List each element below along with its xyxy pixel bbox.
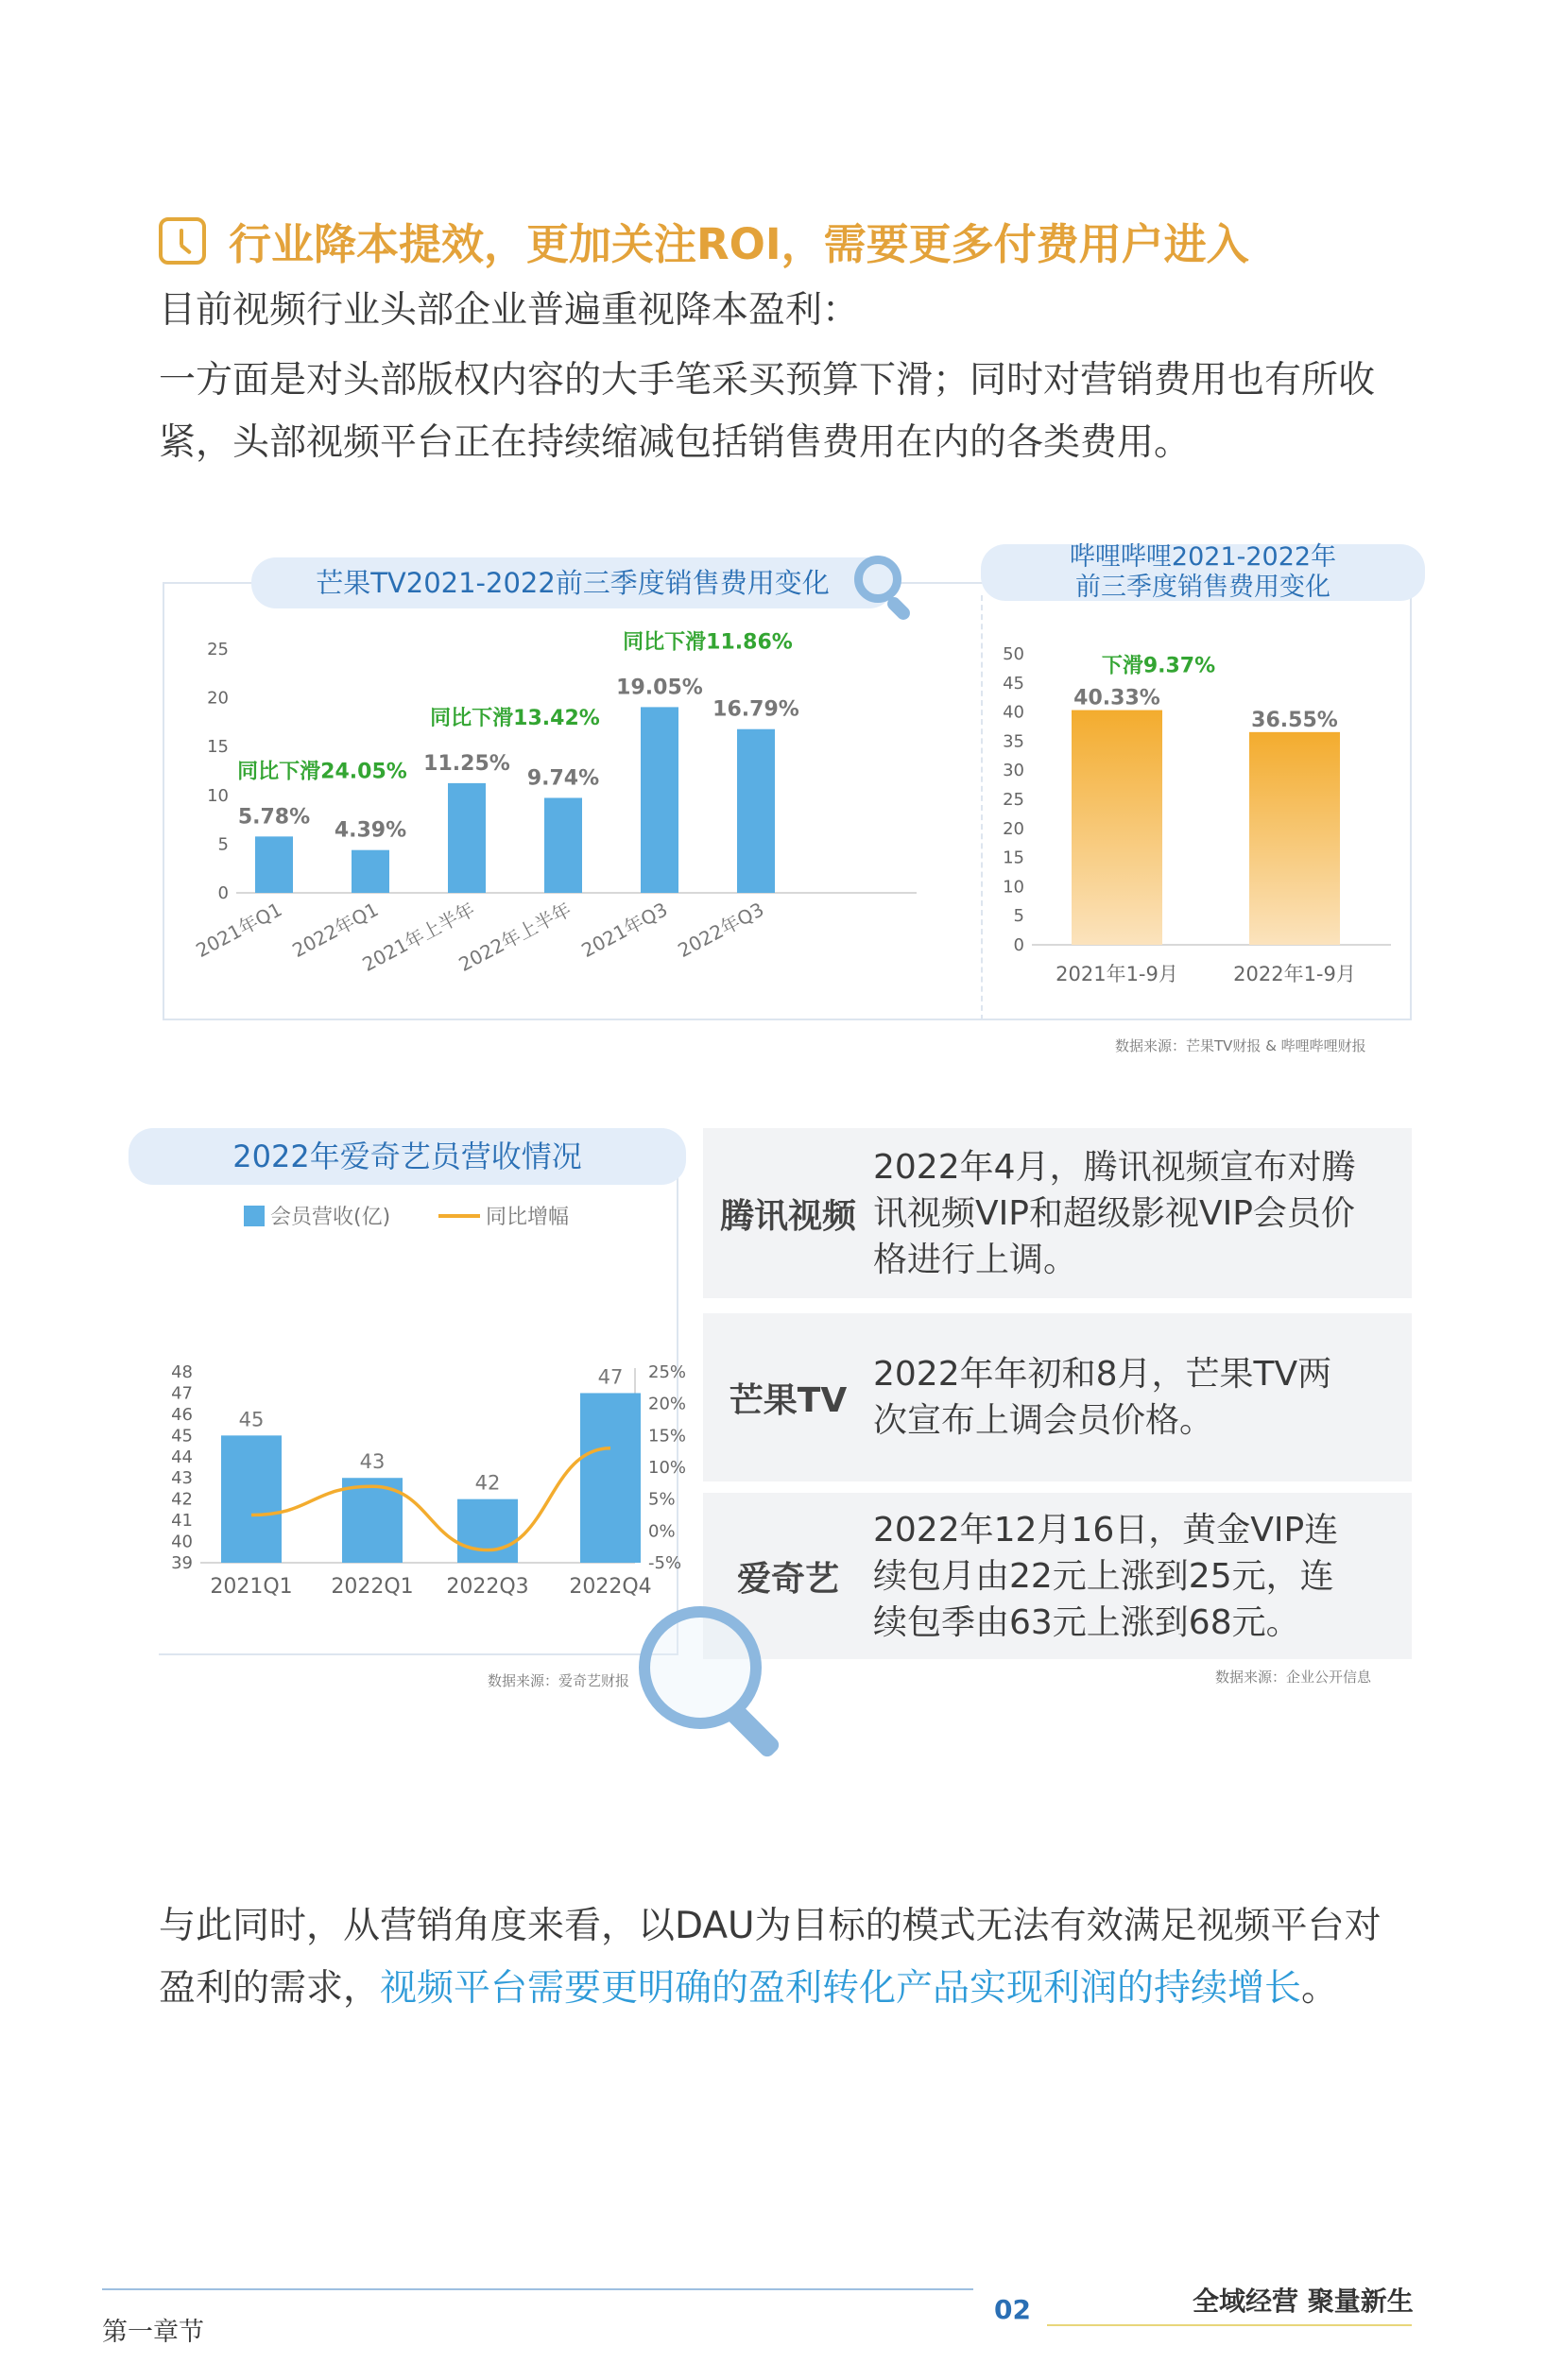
y-tick-label-right: 5%	[648, 1489, 676, 1510]
heading-text: 行业降本提效，更加关注ROI，需要更多付费用户进入	[229, 219, 1249, 269]
card-brand: 腾讯视频	[719, 1196, 856, 1236]
y-tick-label: 45	[1003, 673, 1024, 693]
y-tick-label: 30	[1003, 761, 1024, 781]
footer-slogan: 全域经营 聚量新生	[1193, 2286, 1414, 2317]
x-tick-label: 2021年Q1	[192, 898, 286, 963]
x-tick-label: 2021年1-9月	[1056, 963, 1178, 985]
conclusion-plain: 与此同时，从营销角度来看，以DAU为目标的模式无法有效满足视频平台对盈利的需求，	[159, 1905, 1382, 2010]
y-tick-label: 15	[1003, 848, 1024, 868]
card-mango	[703, 1313, 1412, 1481]
x-tick-label: 2021年上半年	[358, 898, 479, 976]
intro-line: 目前视频行业头部企业普遍重视降本盈利：	[159, 289, 860, 332]
data-label: 42	[474, 1471, 501, 1495]
bar	[457, 1499, 518, 1563]
footer-rule-left	[102, 2288, 973, 2290]
data-label: 9.74%	[526, 766, 600, 791]
annotation-label: 同比下滑11.86%	[623, 630, 793, 655]
data-label: 40.33%	[1073, 686, 1160, 711]
y-tick-label: 25	[207, 640, 229, 659]
y-tick-label-right: 10%	[648, 1458, 687, 1478]
legend-swatch-bar	[244, 1206, 265, 1226]
card-iqiyi	[703, 1493, 1412, 1659]
source-top: 数据来源：芒果TV财报 & 哔哩哔哩财报	[1115, 1037, 1366, 1054]
data-label: 16.79%	[712, 697, 799, 722]
footer-rule-right	[1047, 2324, 1412, 2326]
y-tick-label-left: 41	[171, 1511, 193, 1532]
x-tick-label: 2022年上半年	[455, 898, 575, 976]
source-cards: 数据来源：企业公开信息	[1215, 1669, 1372, 1686]
legend-label: 同比增幅	[486, 1206, 570, 1229]
y-tick-label-right: 25%	[648, 1362, 687, 1382]
annotation-label: 下滑9.37%	[1101, 654, 1216, 678]
data-label: 4.39%	[334, 818, 407, 843]
y-tick-label: 0	[1013, 935, 1024, 955]
data-label: 43	[359, 1450, 386, 1474]
y-tick-label: 10	[1003, 877, 1024, 898]
bili-chart-title-text: 哔哩哔哩2021-2022年前三季度销售费用变化	[1069, 542, 1337, 602]
card-brand: 爱奇艺	[736, 1559, 839, 1599]
y-tick-label-left: 40	[171, 1532, 193, 1552]
section-heading	[159, 210, 1249, 271]
bar	[580, 1393, 641, 1563]
legend-label: 会员营收(亿)	[270, 1206, 391, 1229]
iqiyi-chart	[159, 1192, 697, 1627]
bar	[255, 836, 293, 893]
y-tick-label: 40	[1003, 702, 1024, 723]
card-desc: 2022年12月16日，黄金VIP连续包月由22元上涨到25元，连续包季由63元上涨到68元。	[873, 1510, 1339, 1642]
x-tick-label: 2022年1-9月	[1233, 963, 1356, 985]
bar	[448, 783, 486, 893]
x-tick-label: 2021Q1	[210, 1575, 293, 1599]
card-desc: 2022年年初和8月，芒果TV两次宣布上调会员价格。	[873, 1355, 1332, 1440]
card-tencent	[703, 1128, 1412, 1298]
x-tick-label: 2022Q3	[446, 1575, 529, 1599]
y-tick-label-left: 39	[171, 1553, 193, 1573]
x-tick-label: 2022年Q1	[288, 898, 383, 963]
bar	[544, 797, 582, 893]
bar	[352, 850, 389, 893]
annotation-label: 同比下滑13.42%	[430, 706, 600, 730]
y-tick-label: 25	[1003, 790, 1024, 810]
bar	[737, 729, 775, 893]
mango-chart	[170, 614, 954, 1011]
y-tick-label-left: 43	[171, 1468, 193, 1489]
footer-page-number: 02	[994, 2294, 1031, 2325]
y-tick-label-right: -5%	[648, 1553, 682, 1573]
y-tick-label-left: 45	[171, 1426, 193, 1447]
y-tick-label: 35	[1003, 731, 1024, 752]
data-label: 19.05%	[616, 676, 703, 700]
conclusion-paragraph	[159, 1895, 1416, 2020]
conclusion-end: 。	[1301, 1967, 1339, 2010]
clock-icon	[159, 217, 206, 265]
y-tick-label-right: 15%	[648, 1426, 687, 1447]
data-label: 5.78%	[237, 805, 311, 830]
y-tick-label-left: 47	[171, 1383, 193, 1404]
bar	[1249, 732, 1340, 945]
y-tick-label-right: 0%	[648, 1521, 676, 1542]
data-label: 11.25%	[423, 751, 510, 776]
conclusion-highlight: 视频平台需要更明确的盈利转化产品实现利润的持续增长	[380, 1967, 1302, 2010]
card-desc: 2022年4月，腾讯视频宣布对腾讯视频VIP和超级影视VIP会员价格进行上调。	[873, 1147, 1356, 1279]
y-tick-label: 5	[1013, 906, 1024, 927]
iqiyi-chart-title: 2022年爱奇艺员营收情况	[129, 1128, 686, 1185]
bili-chart-title	[981, 544, 1425, 601]
data-label: 45	[238, 1408, 265, 1431]
mango-chart-title: 芒果TV2021-2022前三季度销售费用变化	[251, 557, 894, 608]
y-tick-label: 15	[207, 737, 229, 758]
bar	[641, 707, 678, 893]
source-iqiyi: 数据来源：爱奇艺财报	[488, 1672, 630, 1689]
y-tick-label: 10	[207, 785, 229, 806]
y-tick-label: 5	[217, 834, 229, 855]
magnifier-icon	[854, 556, 901, 603]
x-tick-label: 2022Q4	[569, 1575, 652, 1599]
y-tick-label-left: 46	[171, 1404, 193, 1425]
magnifier-large-handle	[725, 1703, 782, 1760]
card-brand: 芒果TV	[729, 1380, 848, 1420]
y-tick-label-left: 44	[171, 1447, 193, 1467]
bar	[1072, 711, 1162, 945]
y-tick-label: 0	[217, 883, 229, 903]
intro-paragraph: 一方面是对头部版权内容的大手笔采买预算下滑；同时对营销费用也有所收紧，头部视频平台正在持续缩减包括销售费用在内的各类费用。	[159, 359, 1376, 464]
y-tick-label-left: 42	[171, 1489, 193, 1510]
y-tick-label: 50	[1003, 644, 1024, 664]
annotation-label: 同比下滑24.05%	[237, 760, 407, 784]
x-tick-label: 2022年Q3	[674, 898, 768, 963]
growth-line	[251, 1448, 610, 1550]
x-tick-label: 2022Q1	[331, 1575, 414, 1599]
data-label: 47	[597, 1365, 624, 1389]
y-tick-label: 20	[1003, 818, 1024, 839]
bar	[221, 1435, 282, 1563]
footer-chapter: 第一章节	[102, 2318, 204, 2347]
bili-chart	[983, 624, 1408, 1002]
data-label: 36.55%	[1251, 708, 1338, 732]
y-tick-label-right: 20%	[648, 1394, 687, 1414]
x-tick-label: 2021年Q3	[577, 898, 672, 963]
y-tick-label: 20	[207, 688, 229, 709]
y-tick-label-left: 48	[171, 1362, 193, 1382]
